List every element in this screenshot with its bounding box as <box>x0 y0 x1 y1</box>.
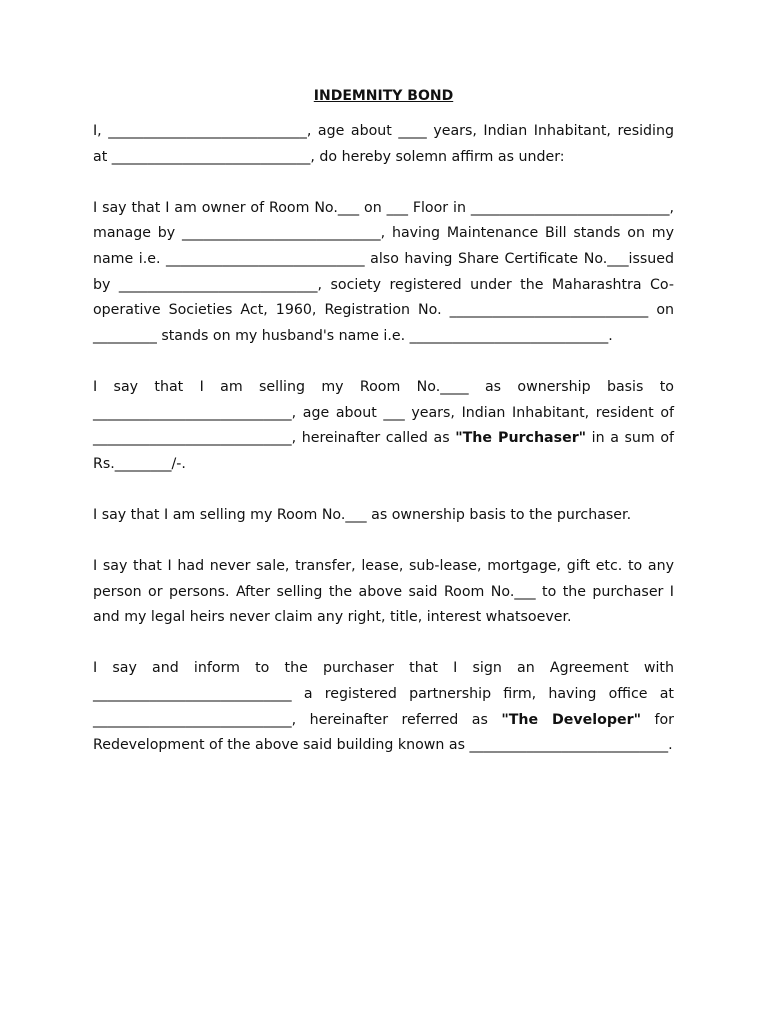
paragraph-text: I, ____________________________, age about ____ years, Indian Inhabitant, residing at ____________________________, do hereby solemn affirm as under: <box>93 123 674 165</box>
paragraph-text: I say that I am selling my Room No.___ as ownership basis to the purchaser. <box>93 506 632 523</box>
paragraph-text: in a sum of Rs.________/-. <box>93 430 674 472</box>
document-title: INDEMNITY BOND <box>313 88 454 104</box>
paragraph-room-ownership <box>93 196 674 350</box>
paragraph-text: I say and inform to the purchaser that I sign an Agreement with ____________________________ a registered partnership firm, having office at ____________________________, hereinafter referred as <box>93 660 674 728</box>
paragraph-deponent-details <box>93 119 674 170</box>
document-page <box>93 86 674 784</box>
developer-term: "The Developer" <box>501 711 642 728</box>
purchaser-term: "The Purchaser" <box>455 430 587 447</box>
paragraph-sale-to-purchaser <box>93 375 674 477</box>
paragraph-text: I say that I am owner of Room No.___ on ___ Floor in ____________________________, manage by ____________________________, having Maintenance Bill stands on my name i.e. ____________________________ also having Share Certificate No.___issued by ____________________________, society registered under the Maharashtra Co-operative Societies Act, 1960, Registration No. ____________________________ on _________ stands on my husband's name i.e. ____________________________. <box>93 199 674 344</box>
paragraph-text: for Redevelopment of the above said building known as ____________________________. <box>93 711 674 754</box>
paragraph-no-claim <box>93 554 674 631</box>
paragraph-text: I say that I am selling my Room No.____ as ownership basis to ____________________________, age about ___ years, Indian Inhabitant, resident of ____________________________, hereinafter called as <box>93 378 674 447</box>
paragraph-text: I say that I had never sale, transfer, lease, sub-lease, mortgage, gift etc. to any person or persons. After selling the above said Room No.___ to the purchaser I and my legal heirs never claim any right, title, interest whatsoever. <box>93 558 674 626</box>
paragraph-ownership-basis <box>93 503 674 529</box>
paragraph-developer-agreement <box>93 656 674 758</box>
